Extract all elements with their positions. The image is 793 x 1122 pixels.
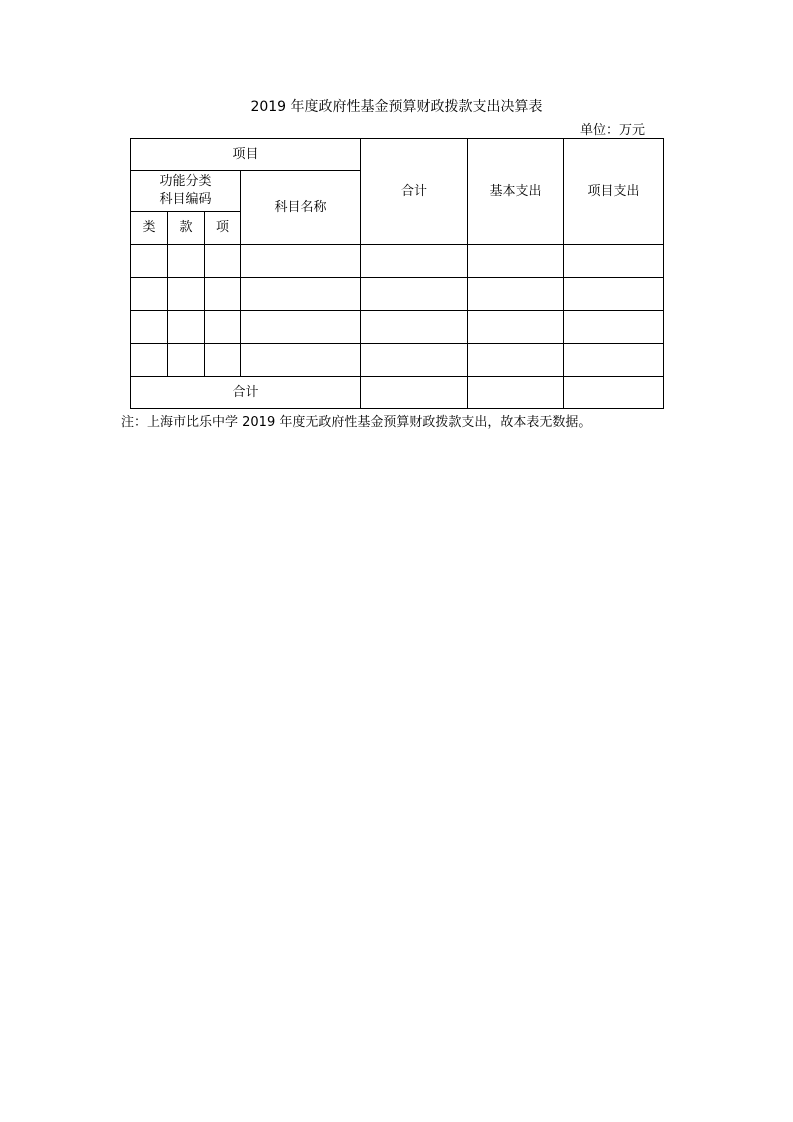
cell-kuan	[168, 311, 205, 344]
cell-total	[361, 278, 468, 311]
cell-name	[241, 278, 361, 311]
cell-name	[241, 344, 361, 377]
cell-xiang	[205, 245, 241, 278]
summary-label: 合计	[131, 377, 361, 409]
cell-basic	[468, 311, 564, 344]
header-basic-expense: 基本支出	[468, 139, 564, 245]
summary-basic	[468, 377, 564, 409]
cell-total	[361, 311, 468, 344]
header-func-class: 功能分类	[159, 174, 212, 189]
cell-kuan	[168, 278, 205, 311]
cell-project	[564, 311, 664, 344]
header-project-expense: 项目支出	[564, 139, 664, 245]
cell-kuan	[168, 344, 205, 377]
summary-total	[361, 377, 468, 409]
summary-project	[564, 377, 664, 409]
page-title: 2019 年度政府性基金预算财政拨款支出决算表	[250, 99, 543, 115]
header-func-class-code	[131, 171, 241, 212]
cell-name	[241, 311, 361, 344]
cell-project	[564, 278, 664, 311]
summary-row	[131, 377, 664, 409]
cell-basic	[468, 278, 564, 311]
header-total: 合计	[361, 139, 468, 245]
header-row-1	[131, 139, 664, 171]
header-subject-name: 科目名称	[241, 171, 361, 245]
cell-xiang	[205, 311, 241, 344]
cell-basic	[468, 344, 564, 377]
table-row	[131, 311, 664, 344]
cell-lei	[131, 245, 168, 278]
cell-project	[564, 245, 664, 278]
table-row	[131, 245, 664, 278]
unit-label: 单位：万元	[579, 123, 645, 138]
cell-lei	[131, 311, 168, 344]
table-row	[131, 344, 664, 377]
footnote: 注：上海市比乐中学 2019 年度无政府性基金预算财政拨款支出，故本表无数据。	[121, 415, 592, 430]
header-lei: 类	[131, 212, 168, 245]
cell-basic	[468, 245, 564, 278]
cell-total	[361, 245, 468, 278]
header-item: 项目	[131, 139, 361, 171]
header-subject-code: 科目编码	[159, 192, 212, 207]
cell-lei	[131, 278, 168, 311]
cell-xiang	[205, 344, 241, 377]
cell-project	[564, 344, 664, 377]
table-row	[131, 278, 664, 311]
header-kuan: 款	[168, 212, 205, 245]
cell-total	[361, 344, 468, 377]
cell-kuan	[168, 245, 205, 278]
budget-table	[130, 138, 664, 409]
cell-xiang	[205, 278, 241, 311]
cell-lei	[131, 344, 168, 377]
cell-name	[241, 245, 361, 278]
header-xiang: 项	[205, 212, 241, 245]
